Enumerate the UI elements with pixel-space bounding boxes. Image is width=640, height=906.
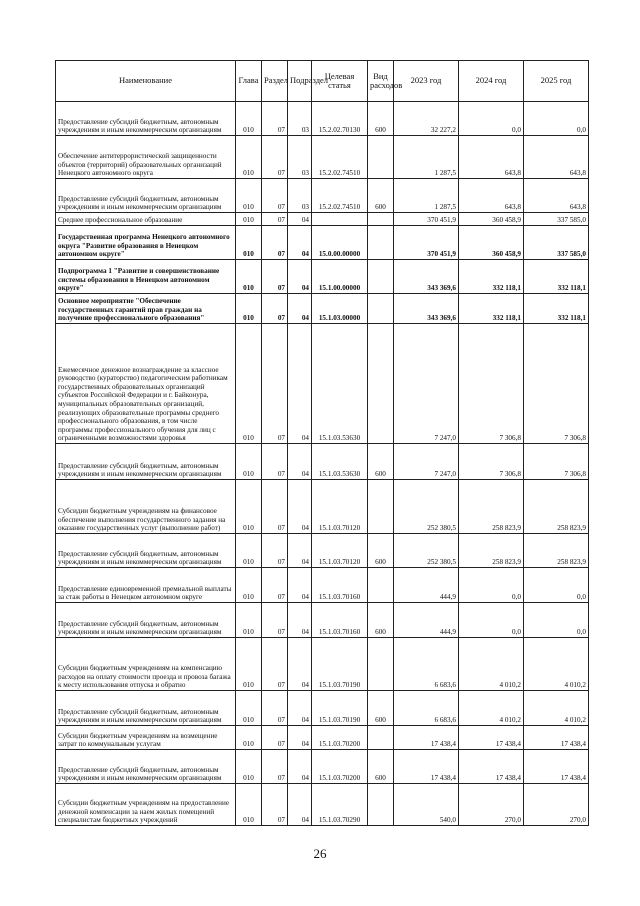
row-glava: 010	[236, 691, 262, 726]
row-razdel: 07	[262, 213, 288, 226]
row-podrazdel: 04	[288, 691, 312, 726]
table-row	[56, 638, 589, 691]
row-2025: 332 118,1	[524, 260, 589, 294]
row-podrazdel: 03	[288, 102, 312, 136]
row-podrazdel: 04	[288, 726, 312, 750]
header-2024: 2024 год	[459, 61, 524, 102]
row-glava: 010	[236, 260, 262, 294]
row-name: Предоставление субсидий бюджетным, автономным учреждениям и иным некоммерческим организациям	[56, 102, 236, 136]
row-2024: 17 438,4	[459, 726, 524, 750]
row-target: 15.1.03.70160	[312, 568, 368, 603]
row-2024: 258 823,9	[459, 534, 524, 568]
row-podrazdel: 04	[288, 480, 312, 534]
row-name: Предоставление субсидий бюджетным, автономным учреждениям и иным некоммерческим организациям	[56, 444, 236, 480]
row-podrazdel: 04	[288, 324, 312, 444]
row-podrazdel: 03	[288, 179, 312, 213]
table-row	[56, 534, 589, 568]
row-2025: 0,0	[524, 568, 589, 603]
row-target: 15.1.03.70120	[312, 480, 368, 534]
table-header-row	[56, 61, 589, 102]
row-2023: 6 683,6	[394, 691, 459, 726]
row-razdel: 07	[262, 294, 288, 324]
row-2024: 7 306,8	[459, 324, 524, 444]
row-podrazdel: 04	[288, 534, 312, 568]
row-2023: 252 380,5	[394, 534, 459, 568]
row-target: 15.1.03.70290	[312, 784, 368, 826]
row-vid	[368, 226, 394, 260]
table-row	[56, 324, 589, 444]
row-razdel: 07	[262, 136, 288, 179]
row-name: Среднее профессиональное образование	[56, 213, 236, 226]
table-row	[56, 784, 589, 826]
row-target: 15.1.03.70190	[312, 638, 368, 691]
row-2025: 4 010,2	[524, 691, 589, 726]
row-2024: 270,0	[459, 784, 524, 826]
row-target	[312, 213, 368, 226]
row-glava: 010	[236, 294, 262, 324]
row-2024: 332 118,1	[459, 294, 524, 324]
row-2024: 360 458,9	[459, 226, 524, 260]
row-name: Подпрограмма 1 "Развитие и совершенствование системы образования в Ненецком автономном округе"	[56, 260, 236, 294]
row-2025: 7 306,8	[524, 324, 589, 444]
row-name: Предоставление субсидий бюджетным, автономным учреждениям и иным некоммерческим организациям	[56, 534, 236, 568]
header-podrazdel: Подраздел	[288, 61, 312, 102]
row-glava: 010	[236, 638, 262, 691]
row-target: 15.1.03.00000	[312, 294, 368, 324]
row-2023: 370 451,9	[394, 226, 459, 260]
row-2023: 7 247,0	[394, 324, 459, 444]
row-name: Основное мероприятие "Обеспечение государственных гарантий прав граждан на получение профессионального образования"	[56, 294, 236, 324]
row-target: 15.2.02.74510	[312, 136, 368, 179]
row-2025: 337 585,0	[524, 213, 589, 226]
row-2025: 332 118,1	[524, 294, 589, 324]
header-target: Целевая статья	[312, 61, 368, 102]
row-glava: 010	[236, 726, 262, 750]
row-vid	[368, 568, 394, 603]
row-razdel: 07	[262, 260, 288, 294]
header-razdel: Раздел	[262, 61, 288, 102]
row-name: Предоставление субсидий бюджетным, автономным учреждениям и иным некоммерческим организациям	[56, 179, 236, 213]
table-row	[56, 750, 589, 784]
row-target: 15.1.03.70200	[312, 750, 368, 784]
row-2024: 7 306,8	[459, 444, 524, 480]
row-2023: 343 369,6	[394, 260, 459, 294]
row-vid	[368, 136, 394, 179]
table-row	[56, 179, 589, 213]
table-row	[56, 226, 589, 260]
row-razdel: 07	[262, 480, 288, 534]
row-2023: 343 369,6	[394, 294, 459, 324]
row-2025: 7 306,8	[524, 444, 589, 480]
row-razdel: 07	[262, 179, 288, 213]
row-target: 15.1.00.00000	[312, 260, 368, 294]
row-2023: 444,9	[394, 568, 459, 603]
row-name: Государственная программа Ненецкого автономного округа "Развитие образования в Ненецком автономном округе"	[56, 226, 236, 260]
table-row	[56, 213, 589, 226]
table-row	[56, 480, 589, 534]
row-vid	[368, 324, 394, 444]
row-podrazdel: 04	[288, 260, 312, 294]
row-podrazdel: 04	[288, 294, 312, 324]
row-razdel: 07	[262, 324, 288, 444]
row-name: Предоставление субсидий бюджетным, автономным учреждениям и иным некоммерческим организациям	[56, 750, 236, 784]
row-glava: 010	[236, 603, 262, 638]
row-vid	[368, 638, 394, 691]
table-row	[56, 294, 589, 324]
row-vid	[368, 480, 394, 534]
budget-table	[55, 60, 589, 826]
row-podrazdel: 04	[288, 213, 312, 226]
row-podrazdel: 04	[288, 226, 312, 260]
row-name: Обеспечение антитеррористической защищенности объектов (территорий) образовательных организаций Ненецкого автономного округа	[56, 136, 236, 179]
row-vid: 600	[368, 603, 394, 638]
row-vid	[368, 784, 394, 826]
row-2023: 1 287,5	[394, 136, 459, 179]
row-glava: 010	[236, 444, 262, 480]
row-2024: 360 458,9	[459, 213, 524, 226]
row-2024: 332 118,1	[459, 260, 524, 294]
row-glava: 010	[236, 534, 262, 568]
row-razdel: 07	[262, 603, 288, 638]
row-target: 15.1.03.70160	[312, 603, 368, 638]
row-podrazdel: 03	[288, 136, 312, 179]
row-glava: 010	[236, 784, 262, 826]
row-podrazdel: 04	[288, 750, 312, 784]
row-target: 15.1.03.53630	[312, 324, 368, 444]
row-glava: 010	[236, 136, 262, 179]
row-target: 15.1.03.53630	[312, 444, 368, 480]
row-name: Ежемесячное денежное вознаграждение за классное руководство (кураторство) педагогическим работникам государственных образовательных организаций субъектов Российской Федерации и г. Байконура, муниципальных образовательных организаций, реализующих образовательные программы среднего профессионального образования, в том числе программы профессионального обучения для лиц с ограниченными возможностями здоровья	[56, 324, 236, 444]
row-2023: 17 438,4	[394, 726, 459, 750]
row-2024: 258 823,9	[459, 480, 524, 534]
header-2023: 2023 год	[394, 61, 459, 102]
row-glava: 010	[236, 568, 262, 603]
row-vid	[368, 294, 394, 324]
row-2025: 643,8	[524, 136, 589, 179]
row-2025: 17 438,4	[524, 726, 589, 750]
table-row	[56, 260, 589, 294]
row-razdel: 07	[262, 750, 288, 784]
table-row	[56, 691, 589, 726]
row-glava: 010	[236, 179, 262, 213]
row-razdel: 07	[262, 444, 288, 480]
row-2024: 0,0	[459, 102, 524, 136]
row-name: Субсидии бюджетным учреждениям на компенсацию расходов на оплату стоимости проезда и провоза багажа к месту использования отпуска и обратно	[56, 638, 236, 691]
row-2023: 32 227,2	[394, 102, 459, 136]
row-vid: 600	[368, 534, 394, 568]
row-target: 15.1.03.70190	[312, 691, 368, 726]
row-vid	[368, 213, 394, 226]
row-2023: 1 287,5	[394, 179, 459, 213]
row-target: 15.1.03.70120	[312, 534, 368, 568]
row-2025: 337 585,0	[524, 226, 589, 260]
row-name: Предоставление субсидий бюджетным, автономным учреждениям и иным некоммерческим организациям	[56, 603, 236, 638]
row-2025: 258 823,9	[524, 534, 589, 568]
row-podrazdel: 04	[288, 444, 312, 480]
row-glava: 010	[236, 213, 262, 226]
row-podrazdel: 04	[288, 568, 312, 603]
row-name: Субсидии бюджетным учреждениям на финансовое обеспечение выполнения государственного задания на оказание государственных услуг (выполнение работ)	[56, 480, 236, 534]
row-glava: 010	[236, 226, 262, 260]
row-2023: 6 683,6	[394, 638, 459, 691]
row-2024: 17 438,4	[459, 750, 524, 784]
row-target: 15.2.02.74510	[312, 179, 368, 213]
row-target: 15.0.00.00000	[312, 226, 368, 260]
row-target: 15.1.03.70200	[312, 726, 368, 750]
table-row	[56, 136, 589, 179]
row-vid: 600	[368, 444, 394, 480]
row-vid: 600	[368, 691, 394, 726]
row-2025: 258 823,9	[524, 480, 589, 534]
row-razdel: 07	[262, 534, 288, 568]
row-2025: 643,8	[524, 179, 589, 213]
row-podrazdel: 04	[288, 638, 312, 691]
row-vid: 600	[368, 750, 394, 784]
row-target: 15.2.02.70130	[312, 102, 368, 136]
header-vid: Вид расходов	[368, 61, 394, 102]
table-row	[56, 603, 589, 638]
row-razdel: 07	[262, 726, 288, 750]
row-glava: 010	[236, 480, 262, 534]
header-glava: Глава	[236, 61, 262, 102]
row-2024: 4 010,2	[459, 691, 524, 726]
row-2023: 540,0	[394, 784, 459, 826]
row-2025: 4 010,2	[524, 638, 589, 691]
row-2025: 270,0	[524, 784, 589, 826]
header-2025: 2025 год	[524, 61, 589, 102]
row-razdel: 07	[262, 102, 288, 136]
row-2024: 643,8	[459, 179, 524, 213]
budget-table-sheet	[55, 60, 588, 826]
row-glava: 010	[236, 750, 262, 784]
row-2023: 370 451,9	[394, 213, 459, 226]
table-row	[56, 568, 589, 603]
row-podrazdel: 04	[288, 603, 312, 638]
table-row	[56, 102, 589, 136]
row-2024: 0,0	[459, 568, 524, 603]
row-name: Субсидии бюджетным учреждениям на возмещение затрат по коммунальным услугам	[56, 726, 236, 750]
row-vid	[368, 260, 394, 294]
row-2024: 643,8	[459, 136, 524, 179]
row-vid	[368, 726, 394, 750]
row-razdel: 07	[262, 226, 288, 260]
row-2023: 7 247,0	[394, 444, 459, 480]
table-row	[56, 726, 589, 750]
row-2025: 0,0	[524, 102, 589, 136]
row-razdel: 07	[262, 691, 288, 726]
row-2023: 17 438,4	[394, 750, 459, 784]
row-2023: 252 380,5	[394, 480, 459, 534]
page-number: 26	[313, 846, 327, 861]
header-name: Наименование	[56, 61, 236, 102]
row-name: Предоставление субсидий бюджетным, автономным учреждениям и иным некоммерческим организациям	[56, 691, 236, 726]
row-glava: 010	[236, 102, 262, 136]
row-name: Предоставление единовременной премиальной выплаты за стаж работы в Ненецком автономном округе	[56, 568, 236, 603]
row-name: Субсидии бюджетным учреждениям на предоставление денежной компенсации за наем жилых помещений специалистам бюджетных учреждений	[56, 784, 236, 826]
row-2025: 0,0	[524, 603, 589, 638]
row-glava: 010	[236, 324, 262, 444]
row-2024: 4 010,2	[459, 638, 524, 691]
row-2024: 0,0	[459, 603, 524, 638]
row-razdel: 07	[262, 784, 288, 826]
row-razdel: 07	[262, 638, 288, 691]
row-2023: 444,9	[394, 603, 459, 638]
table-body	[56, 102, 589, 826]
row-razdel: 07	[262, 568, 288, 603]
table-row	[56, 444, 589, 480]
row-vid: 600	[368, 102, 394, 136]
row-vid: 600	[368, 179, 394, 213]
row-podrazdel: 04	[288, 784, 312, 826]
row-2025: 17 438,4	[524, 750, 589, 784]
